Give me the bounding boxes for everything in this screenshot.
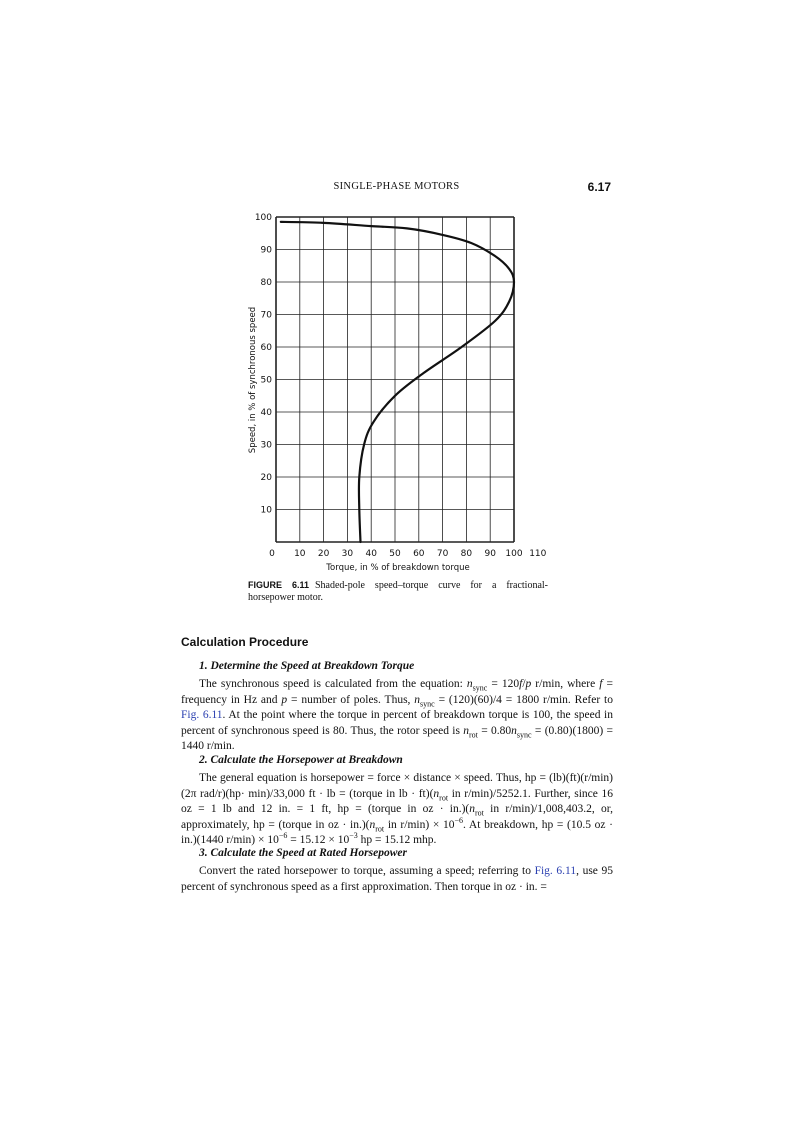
grid (276, 217, 514, 542)
y-tick-label: 30 (260, 440, 272, 451)
x-tick-label: 60 (413, 549, 425, 559)
section-title: Calculation Procedure (181, 635, 309, 649)
y-axis-label: Speed, in % of synchronous speed (248, 306, 258, 454)
x-tick-label: 0 (269, 549, 275, 559)
y-tick-label: 20 (260, 473, 272, 483)
figure-caption-text: Shaded-pole speed–torque curve for a fractional-horsepower motor. (248, 580, 548, 603)
paragraph-2: The general equation is horsepower = force × distance × speed. Thus, hp = (lb)(ft)(r/min)(2π rad/r)(hp· min)/33,000 ft · lb = (torque in lb · $ft)(n_{rot}$ in r/min)/5252.1. Further, since 16 oz = 1 lb and 12 in. = 1 ft, hp = (torque in oz · $in.)(n_{rot}$ in r/min)/1,008,403.2, or, approximately, hp = (torque in oz · $in.)(n_{rot}$ in $r/\min) \times 10^{-6}$. At breakdown, hp = (10.5 oz · in.)(1440 $r/\min) \times 10^{-6} = 15.12 \times 10^{-3}$ hp = 15.12 mhp. (181, 772, 613, 847)
x-tick-label: 40 (365, 549, 377, 559)
x-tick-label: 20 (317, 549, 330, 559)
speed-torque-curve (281, 222, 514, 542)
x-tick-label: 110 (529, 549, 547, 559)
y-tick-label: 10 (260, 505, 272, 516)
step-3-title: 3. Calculate the Speed at Rated Horsepower (199, 847, 407, 859)
x-tick-label: 30 (341, 549, 354, 559)
y-tick-label: 100 (254, 213, 272, 223)
x-tick-label: 100 (505, 549, 523, 559)
y-tick-label: 90 (260, 245, 272, 256)
paragraph-1: The synchronous speed is calculated from the equation: $n_{sync} = 120f/p$ r/min, where f = frequency in Hz and p = number of poles. Thus, $n_{sync} = (120)(60)/4 = 1800$ r/min. Refer to Fig. 6.11. At the point where the torque in percent of breakdown torque is 100, the speed in percent of synchronous speed is 80. Thus, the rotor speed is $n_{rot} = 0.80n_{sync} = (0.80)(1800) = 1440$ r/min. (181, 678, 613, 753)
figure-caption (248, 579, 548, 604)
y-tick-label: 50 (260, 375, 272, 386)
figure-label: FIGURE 6.11 (248, 580, 309, 590)
paragraph-3: Convert the rated horsepower to torque, assuming a speed; referring to Fig. 6.11, use 95 percent of synchronous speed as a first approximation. Then torque in oz · in. = (181, 865, 613, 893)
y-tick-label: 60 (260, 343, 272, 353)
x-tick-label: 10 (294, 549, 306, 559)
page-number: 6.17 (587, 180, 611, 194)
y-tick-label: 70 (260, 310, 272, 321)
step-2-title: 2. Calculate the Horsepower at Breakdown (199, 754, 403, 766)
y-tick-label: 40 (260, 408, 272, 418)
x-tick-label: 80 (460, 549, 473, 559)
x-tick-labels (269, 549, 547, 559)
x-tick-label: 90 (484, 549, 496, 559)
x-axis-label: Torque, in % of breakdown torque (326, 563, 470, 573)
step-1-title: 1. Determine the Speed at Breakdown Torque (199, 660, 415, 672)
y-tick-label: 80 (260, 278, 272, 288)
figure-link[interactable]: Fig. 6.11 (181, 709, 223, 722)
running-title: SINGLE-PHASE MOTORS (333, 181, 460, 192)
x-tick-label: 70 (436, 549, 449, 559)
x-tick-label: 50 (389, 549, 401, 559)
figure-link[interactable]: Fig. 6.11 (534, 865, 577, 877)
